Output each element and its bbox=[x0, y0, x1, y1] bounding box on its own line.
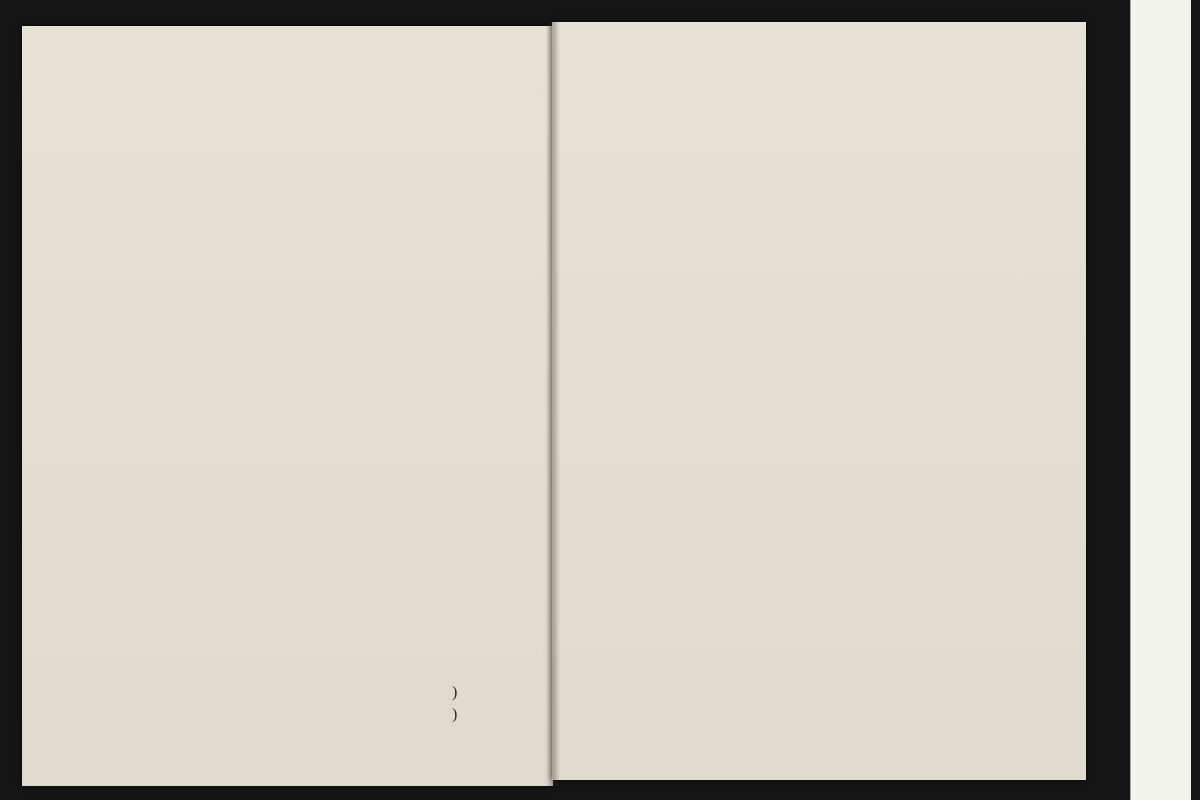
brace-mark: ) bbox=[452, 706, 458, 723]
measurement-ruler bbox=[1130, 0, 1191, 800]
left-page bbox=[22, 26, 553, 786]
book-gutter bbox=[546, 22, 560, 786]
right-page bbox=[552, 22, 1086, 780]
brace-mark: ) bbox=[452, 684, 458, 701]
